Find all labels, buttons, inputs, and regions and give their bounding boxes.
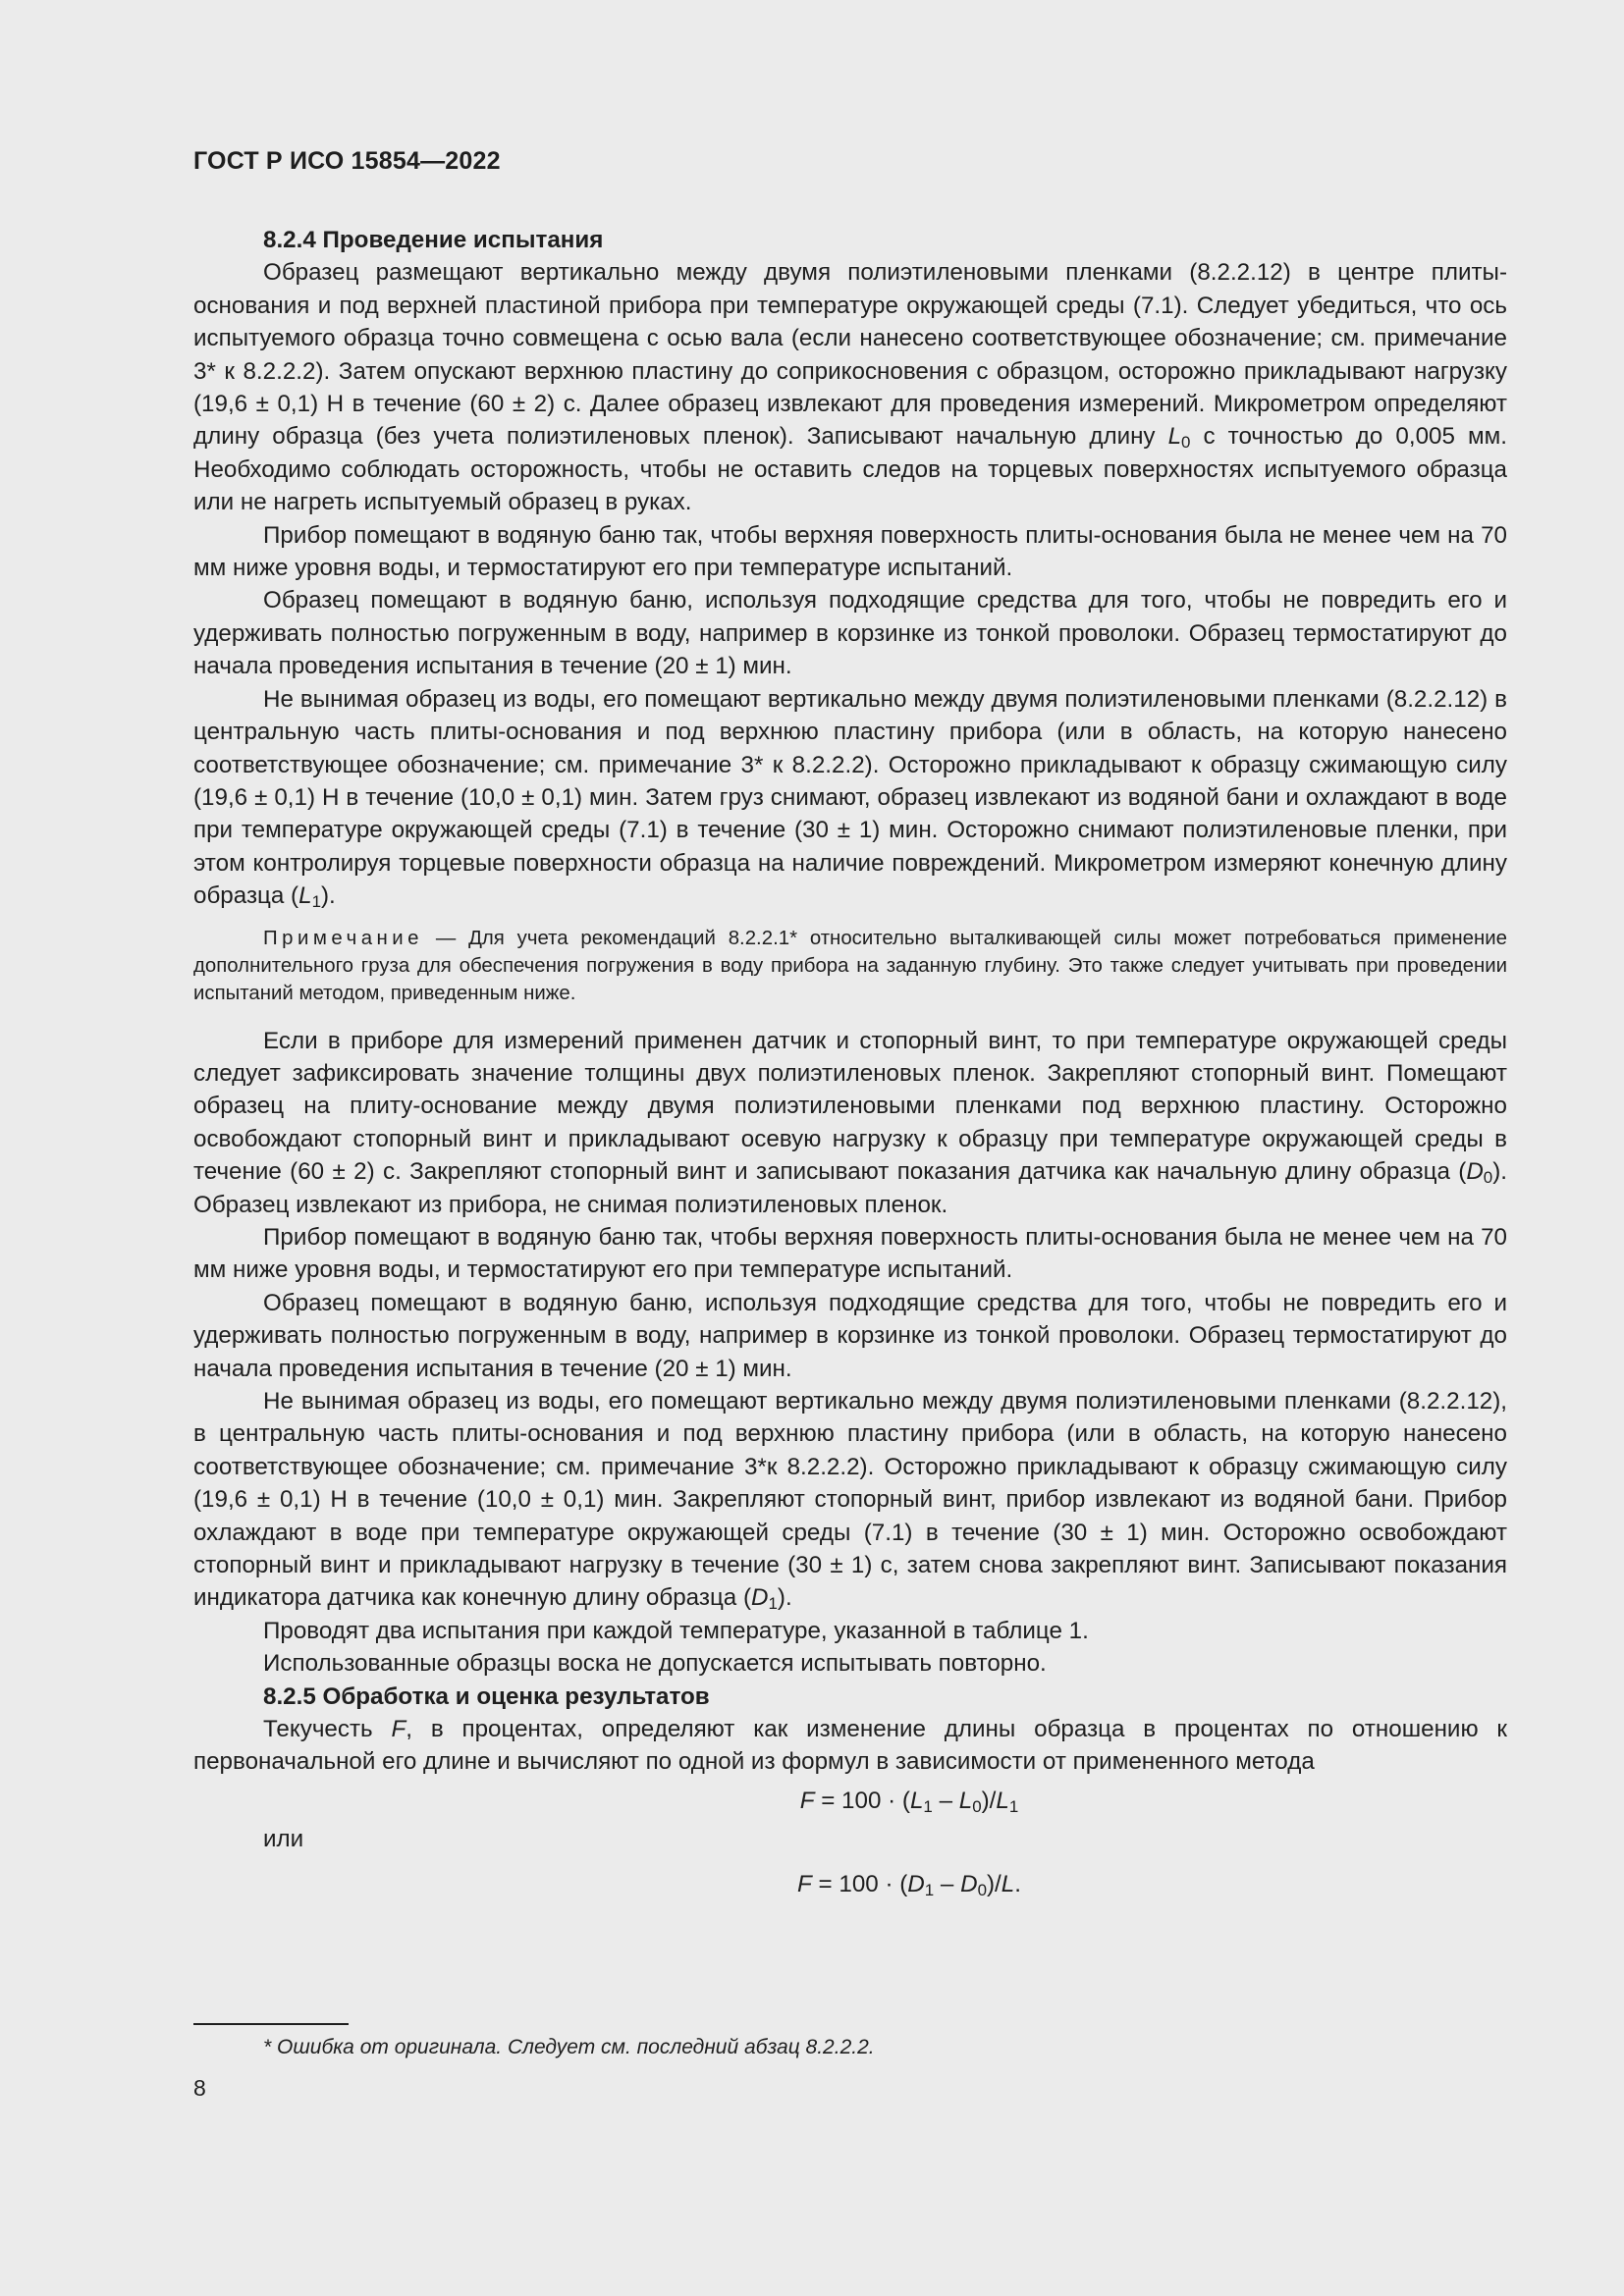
section-heading-8-2-5: 8.2.5 Обработка и оценка результатов bbox=[263, 1682, 710, 1710]
variable: L bbox=[909, 1787, 924, 1814]
note-text: — Для учета рекомендаций 8.2.2.1* относительно выталкивающей силы может потребоваться применение дополнительного груза для обеспечения погружения в воду прибора на заданную глубину. Это также следует учитывать при проведении испытаний методом, приведенным ниже. bbox=[193, 927, 1507, 1004]
subscript: 1 bbox=[1008, 1796, 1019, 1816]
text-run: = 100 · ( bbox=[811, 1870, 908, 1897]
paragraph: Использованные образцы воска не допускается испытывать повторно. bbox=[263, 1650, 1047, 1678]
document-body bbox=[193, 224, 1507, 1906]
subscript: 0 bbox=[1483, 1168, 1493, 1188]
text-run: Не вынимая образец из воды, его помещают вертикально между двумя полиэтиленовыми пленками (8.2.2.12), в центральную часть плиты-основания и под верхнюю пластину прибора (или в область, на которую нанесено соответствующее обозначение; см. примечание 3*к 8.2.2.2). Осторожно прикладывают к образцу сжимающую силу (19,6 ± 0,1) Н в течение (10,0 ± 0,1) мин. Закрепляют стопорный винт, прибор извлекают из водяной бани. Прибор охлаждают в воде при температуре окружающей среды (7.1) в течение (30 ± 1) мин. Осторожно освобождают стопорный винт и прикладывают нагрузку в течение (30 ± 1) с, затем снова закрепляют винт. Записывают показания индикатора датчика как конечную длину образца ( bbox=[193, 1388, 1507, 1612]
paragraph bbox=[193, 1385, 1507, 1615]
variable: L bbox=[958, 1787, 973, 1814]
text-run: = 100 · ( bbox=[814, 1787, 910, 1814]
variable: L bbox=[298, 882, 312, 910]
subscript: 1 bbox=[924, 1880, 935, 1899]
variable: D bbox=[751, 1584, 769, 1612]
paragraph: Образец помещают в водяную баню, используя подходящие средства для того, чтобы не повредить его и удерживать полностью погруженным в воду, например в корзинке из тонкой проволоки. Образец термостатируют до начала проведения испытания в течение (20 ± 1) мин. bbox=[193, 587, 1507, 680]
text-run: Текучесть bbox=[263, 1716, 392, 1743]
paragraph bbox=[193, 1025, 1507, 1221]
paragraph: Проводят два испытания при каждой температуре, указанной в таблице 1. bbox=[263, 1617, 1089, 1644]
paragraph bbox=[193, 1713, 1507, 1779]
variable: F bbox=[797, 1870, 812, 1897]
variable: F bbox=[799, 1787, 815, 1814]
footnote-divider bbox=[193, 2023, 349, 2025]
variable: D bbox=[960, 1870, 978, 1897]
footnote: * Ошибка от оригинала. Следует см. последний абзац 8.2.2.2. bbox=[263, 2036, 875, 2058]
paragraph: Прибор помещают в водяную баню так, чтобы верхняя поверхность плиты-основания была не менее чем на 70 мм ниже уровня воды, и термостатируют его при температуре испытаний. bbox=[193, 1223, 1507, 1284]
subscript: 1 bbox=[923, 1796, 933, 1816]
paragraph bbox=[193, 256, 1507, 518]
variable: L bbox=[1001, 1870, 1015, 1897]
text-run: ). bbox=[320, 882, 336, 910]
text-run: )/ bbox=[981, 1787, 997, 1814]
text-run: с точностью до 0,005 мм. Необходимо соблюдать осторожность, чтобы не оставить следов на торцевых поверхностях испытуемого образца или не нагреть испытуемый образец в руках. bbox=[193, 423, 1507, 516]
text-run: Если в приборе для измерений применен датчик и стопорный винт, то при температуре окружающей среды следует зафиксировать значение толщины двух полиэтиленовых пленок. Закрепляют стопорный винт. Помещают образец на плиту-основание между двумя полиэтиленовыми пленками под верхнюю пластину. Осторожно освобождают стопорный винт и прикладывают осевую нагрузку к образцу при температуре окружающей среды в течение (60 ± 2) с. Закрепляют стопорный винт и записывают показания датчика как начальную длину образца ( bbox=[193, 1027, 1507, 1186]
subscript: 0 bbox=[977, 1880, 987, 1899]
note-label: Примечание bbox=[263, 927, 424, 949]
subscript: 0 bbox=[1181, 433, 1191, 453]
text-run: – bbox=[932, 1787, 959, 1814]
formula-2 bbox=[193, 1868, 1507, 1900]
text-run: – bbox=[934, 1870, 961, 1897]
text-run: . bbox=[1014, 1870, 1021, 1897]
variable: L bbox=[996, 1787, 1009, 1814]
note bbox=[193, 925, 1507, 1007]
subscript: 0 bbox=[972, 1796, 982, 1816]
formula-1 bbox=[193, 1785, 1507, 1817]
or-text: или bbox=[263, 1826, 304, 1853]
subscript: 1 bbox=[768, 1594, 778, 1614]
variable: D bbox=[907, 1870, 925, 1897]
section-heading-8-2-4: 8.2.4 Проведение испытания bbox=[263, 227, 604, 253]
paragraph bbox=[193, 683, 1507, 913]
text-run: Не вынимая образец из воды, его помещают вертикально между двумя полиэтиленовыми пленками (8.2.2.12) в центральную часть плиты-основания и под верхнюю пластину прибора (или в область, на которую нанесено соответствующее обозначение; см. примечание 3* к 8.2.2.2). Осторожно прикладывают к образцу сжимающую силу (19,6 ± 0,1) Н в течение (10,0 ± 0,1) мин. Затем груз снимают, образец извлекают из водяной бани и охлаждают в воде при температуре окружающей среды (7.1) в течение (30 ± 1) мин. Осторожно снимают полиэтиленовые пленки, при этом контролируя торцевые поверхности образца на наличие повреждений. Микрометром измеряют конечную длину образца ( bbox=[193, 685, 1507, 910]
subscript: 1 bbox=[311, 892, 321, 912]
paragraph: Прибор помещают в водяную баню так, чтобы верхняя поверхность плиты-основания была не менее чем на 70 мм ниже уровня воды, и термостатируют его при температуре испытаний. bbox=[193, 521, 1507, 582]
text-run: Образец размещают вертикально между двумя полиэтиленовыми пленками (8.2.2.12) в центре плиты-основания и под верхней пластиной прибора при температуре окружающей среды (7.1). Следует убедиться, что ось испытуемого образца точно совмещена с осью вала (если нанесено соответствующее обозначение; см. примечание 3* к 8.2.2.2). Затем опускают верхнюю пластину до соприкосновения с образцом, осторожно прикладывают нагрузку (19,6 ± 0,1) Н в течение (60 ± 2) с. Далее образец извлекают для проведения измерений. Микрометром определяют длину образца (без учета полиэтиленовых пленок). Записывают начальную длину bbox=[193, 259, 1507, 451]
variable: L bbox=[1167, 423, 1182, 451]
text-run: ). bbox=[777, 1584, 792, 1612]
variable: F bbox=[391, 1716, 406, 1743]
text-run: )/ bbox=[986, 1870, 1001, 1897]
text-run: , в процентах, определяют как изменение длины образца в процентах по отношению к первоначальной его длине и вычисляют по одной из формул в зависимости от примененного метода bbox=[193, 1716, 1507, 1776]
text-run: ). Образец извлекают из прибора, не снимая полиэтиленовых пленок. bbox=[193, 1158, 1507, 1218]
paragraph: Образец помещают в водяную баню, используя подходящие средства для того, чтобы не повредить его и удерживать полностью погруженным в воду, например в корзинке из тонкой проволоки. Образец термостатируют до начала проведения испытания в течение (20 ± 1) мин. bbox=[193, 1289, 1507, 1382]
page-number: 8 bbox=[193, 2075, 206, 2101]
variable: D bbox=[1466, 1158, 1484, 1186]
document-header: ГОСТ Р ИСО 15854—2022 bbox=[193, 147, 501, 175]
